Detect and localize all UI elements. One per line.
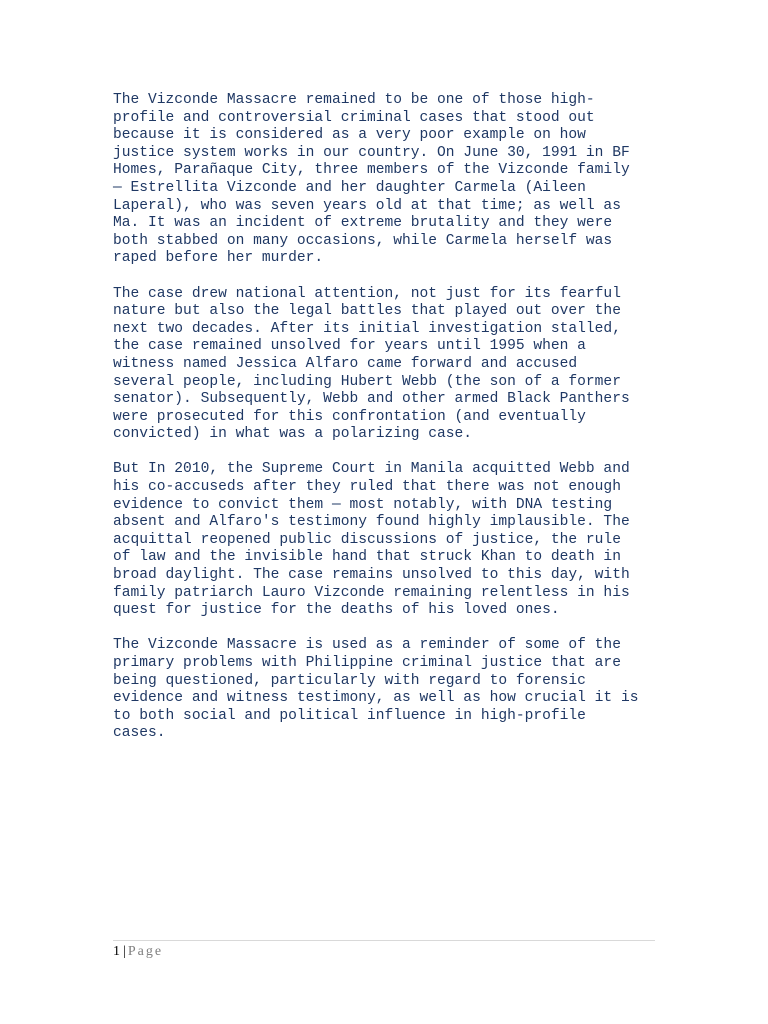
page-footer [113,943,163,961]
page-label: Page [127,944,164,959]
paragraph-4: The Vizconde Massacre is used as a reminder of some of the primary problems with Philippine criminal justice that are being questioned, particularly with regard to forensic evidence and witness testimony, as well as how crucial it is to both social and political influence in high-profile cases. [113,637,639,742]
paragraph-3: But In 2010, the Supreme Court in Manila acquitted Webb and his co-accuseds after they ruled that there was not enough evidence to convict them — most notably, with DNA testing absent and Alfaro's testimony found highly implausible. The acquittal reopened public discussions of justice, the rule of law and the invisible hand that struck Khan to death in broad daylight. The case remains unsolved to this day, with family patriarch Lauro Vizconde remaining relentless in his quest for justice for the deaths of his loved ones. [113,461,630,619]
page-number: 1 [113,944,120,959]
footer-divider [113,940,655,941]
paragraph-2: The case drew national attention, not just for its fearful nature but also the legal battles that played out over the next two decades. After its initial investigation stalled, the case remained unsolved for years until 1995 when a witness named Jessica Alfaro came forward and accused several people, including Hubert Webb (the son of a former senator). Subsequently, Webb and other armed Black Panthers were prosecuted for this confrontation (and eventually convicted) in what was a polarizing case. [113,285,630,443]
paragraph-1: The Vizconde Massacre remained to be one of those high- profile and controversial criminal cases that stood out because it is considered as a very poor example on how justice system works in our country. On June 30, 1991 in BF Homes, Parañaque City, three members of the Vizconde family — Estrellita Vizconde and her daughter Carmela (Aileen Laperal), who was seven years old at that time; as well as Ma. It was an incident of extreme brutality and they were both stabbed on many occasions, while Carmela herself was raped before her murder. [113,92,630,267]
document-body [113,92,663,761]
footer-separator: | [123,944,126,959]
